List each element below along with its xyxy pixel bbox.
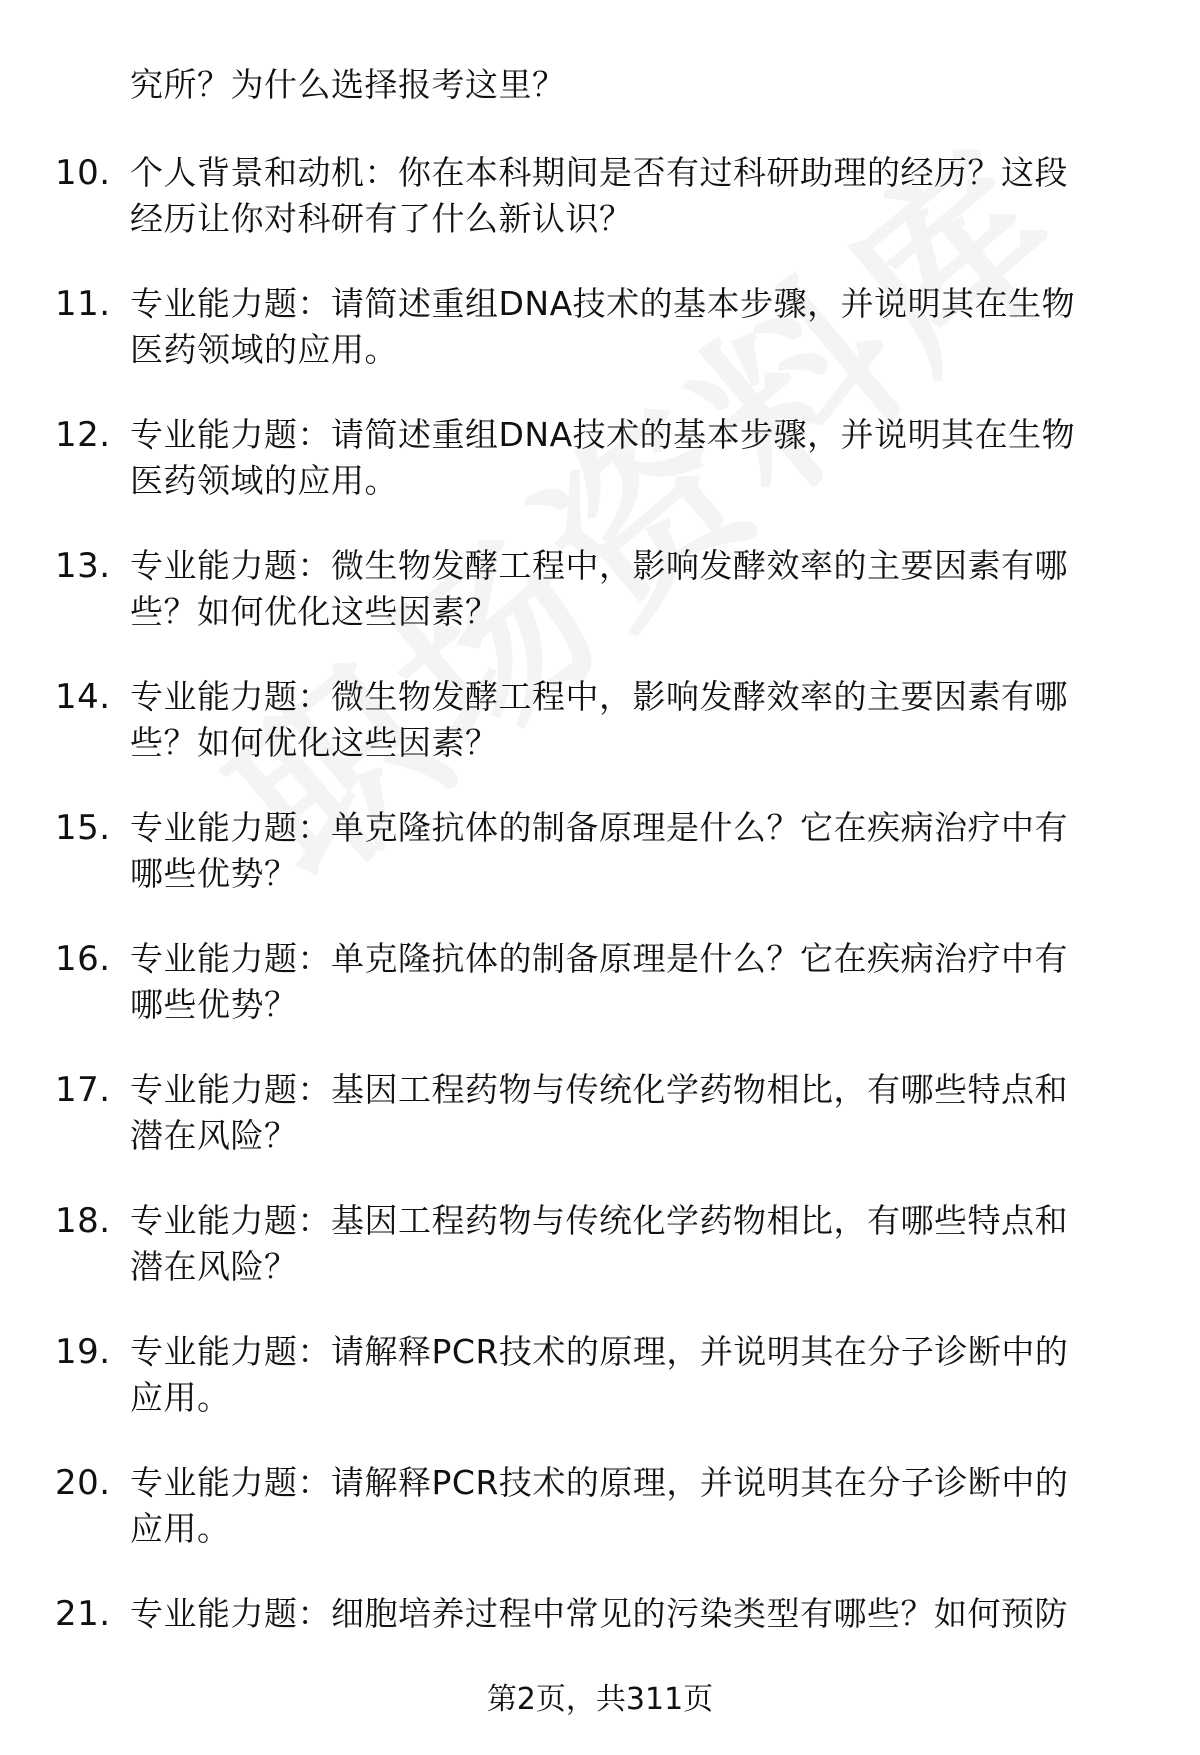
list-item <box>0 412 1200 543</box>
question-line: 哪些优势？ <box>130 985 298 1024</box>
question-text <box>130 543 1150 635</box>
question-line: 些？如何优化这些因素？ <box>130 592 499 631</box>
list-item <box>0 1460 1200 1591</box>
question-line: 究所？为什么选择报考这里？ <box>130 65 566 104</box>
question-text <box>130 674 1150 766</box>
question-number: 12. <box>55 415 111 455</box>
question-text <box>130 936 1150 1028</box>
list-item <box>0 150 1200 281</box>
question-text <box>130 150 1150 242</box>
question-line: 潜在风险？ <box>130 1116 298 1155</box>
list-item <box>0 936 1200 1067</box>
list-item <box>0 543 1200 674</box>
question-line: 专业能力题：基因工程药物与传统化学药物相比，有哪些特点和 <box>130 1070 1068 1109</box>
question-line: 专业能力题：单克隆抗体的制备原理是什么？它在疾病治疗中有 <box>130 939 1068 978</box>
question-line: 些？如何优化这些因素？ <box>130 723 499 762</box>
question-line: 潜在风险？ <box>130 1247 298 1286</box>
question-number: 18. <box>55 1201 111 1241</box>
question-number: 14. <box>55 677 111 717</box>
question-line: 专业能力题：请简述重组DNA技术的基本步骤，并说明其在生物 <box>130 284 1076 323</box>
list-item <box>0 1329 1200 1460</box>
question-line: 专业能力题：请解释PCR技术的原理，并说明其在分子诊断中的 <box>130 1463 1069 1502</box>
question-number: 21. <box>55 1594 111 1634</box>
question-number: 16. <box>55 939 111 979</box>
question-line: 专业能力题：微生物发酵工程中，影响发酵效率的主要因素有哪 <box>130 546 1068 585</box>
list-item <box>0 281 1200 412</box>
question-line: 专业能力题：请解释PCR技术的原理，并说明其在分子诊断中的 <box>130 1332 1069 1371</box>
question-text <box>130 62 1150 108</box>
question-number: 11. <box>55 284 111 324</box>
question-line: 专业能力题：细胞培养过程中常见的污染类型有哪些？如何预防 <box>130 1594 1068 1633</box>
list-item-continuation <box>0 62 1200 150</box>
question-text <box>130 1591 1150 1637</box>
list-item <box>0 805 1200 936</box>
question-text <box>130 1460 1150 1552</box>
question-text <box>130 1067 1150 1159</box>
question-text <box>130 281 1150 373</box>
question-line: 应用。 <box>130 1378 231 1417</box>
question-line: 专业能力题：微生物发酵工程中，影响发酵效率的主要因素有哪 <box>130 677 1068 716</box>
question-list <box>0 62 1200 1722</box>
list-item <box>0 1198 1200 1329</box>
question-line: 专业能力题：单克隆抗体的制备原理是什么？它在疾病治疗中有 <box>130 808 1068 847</box>
question-number: 15. <box>55 808 111 848</box>
question-number: 19. <box>55 1332 111 1372</box>
list-item <box>0 1067 1200 1198</box>
question-number: 20. <box>55 1463 111 1503</box>
question-text <box>130 1329 1150 1421</box>
question-number: 13. <box>55 546 111 586</box>
page-number-footer: 第2页，共311页 <box>486 1682 714 1717</box>
question-line: 医药领域的应用。 <box>130 461 398 500</box>
question-line: 应用。 <box>130 1509 231 1548</box>
question-line: 专业能力题：基因工程药物与传统化学药物相比，有哪些特点和 <box>130 1201 1068 1240</box>
question-line: 个人背景和动机：你在本科期间是否有过科研助理的经历？这段 <box>130 153 1068 192</box>
list-item <box>0 674 1200 805</box>
question-line: 经历让你对科研有了什么新认识？ <box>130 199 633 238</box>
question-line: 哪些优势？ <box>130 854 298 893</box>
question-text <box>130 412 1150 504</box>
question-number: 17. <box>55 1070 111 1110</box>
question-line: 医药领域的应用。 <box>130 330 398 369</box>
question-number: 10. <box>55 153 111 193</box>
question-line: 专业能力题：请简述重组DNA技术的基本步骤，并说明其在生物 <box>130 415 1076 454</box>
question-text <box>130 1198 1150 1290</box>
question-text <box>130 805 1150 897</box>
